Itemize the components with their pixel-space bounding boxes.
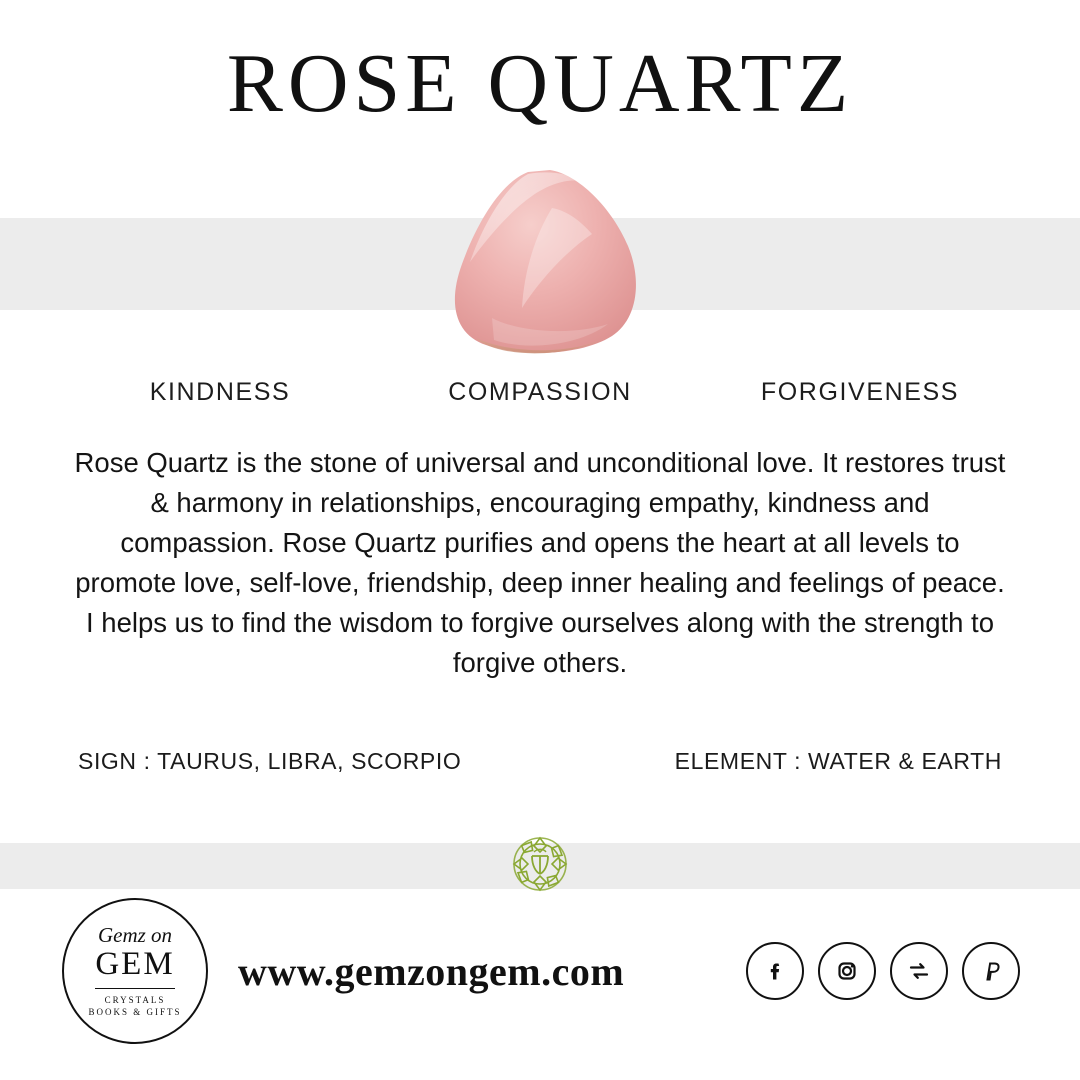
share-arrows-icon[interactable] <box>890 942 948 1000</box>
page-title: ROSE QUARTZ <box>226 37 854 130</box>
stone-image-container <box>0 168 1080 368</box>
logo-subtitle-books: BOOKS & GIFTS <box>88 1006 182 1017</box>
logo-script-text: Gemz on <box>97 922 173 947</box>
logo-gem-text: GEM <box>95 945 175 982</box>
logo-subtitle-crystals: CRYSTALS <box>104 994 166 1005</box>
element-text: ELEMENT : WATER & EARTH <box>674 748 1002 774</box>
instagram-icon[interactable] <box>818 942 876 1000</box>
rose-quartz-tumbled-stone <box>432 168 648 360</box>
heart-chakra-anahata-icon <box>494 818 586 910</box>
logo-divider <box>95 988 175 989</box>
keyword-forgiveness: FORGIVENESS <box>760 378 960 406</box>
paypal-icon[interactable] <box>962 942 1020 1000</box>
social-links <box>746 942 1020 1000</box>
description-text: Rose Quartz is the stone of universal and unconditional love. It restores trust & harmony in relationships, encouraging empathy, kindness and compassion. Rose Quartz purifies and opens the heart at all levels to promote love, self-love, friendship, deep inner healing and feelings of peace. I helps us to find the wisdom to forgive ourselves along with the strength to forgive others. <box>74 447 1006 678</box>
keyword-row <box>60 378 1020 407</box>
keyword-kindness: KINDNESS <box>149 378 291 406</box>
attributes-row <box>78 748 1002 775</box>
website-url[interactable]: www.gemzongem.com <box>238 949 625 994</box>
keyword-compassion: COMPASSION <box>448 378 632 406</box>
brand-logo <box>62 898 208 1044</box>
zodiac-sign-text: SIGN : TAURUS, LIBRA, SCORPIO <box>78 748 462 774</box>
facebook-icon[interactable] <box>746 942 804 1000</box>
